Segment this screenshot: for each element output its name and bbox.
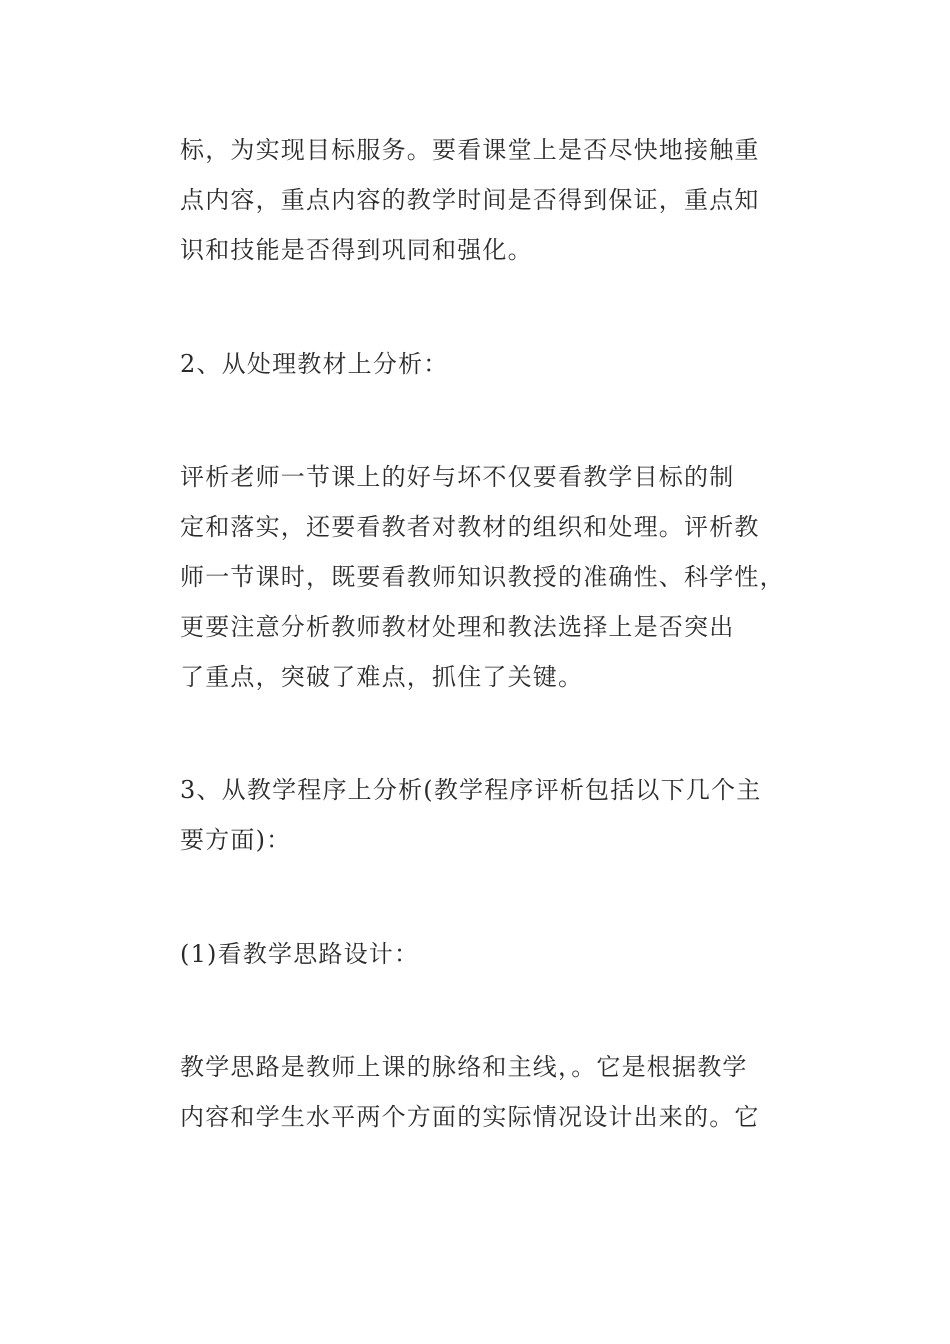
paragraph-3-line-2: 定和落实，还要看教者对教材的组织和处理。评析教 bbox=[180, 513, 760, 541]
paragraph-1-line-3: 识和技能是否得到巩同和强化。 bbox=[180, 236, 533, 264]
subsection-heading-1: (1)看教学思路设计： bbox=[180, 940, 420, 968]
paragraph-3-line-4: 更要注意分析教师教材处理和教法选择上是否突出 bbox=[180, 613, 735, 641]
paragraph-6-line-2: 内容和学生水平两个方面的实际情况设计出来的。它 bbox=[180, 1103, 760, 1131]
paragraph-3-line-3: 师一节课时，既要看教师知识教授的准确性、科学性， bbox=[180, 563, 785, 591]
section-heading-3-line-1: 3、从教学程序上分析(教学程序评析包括以下几个主 bbox=[180, 776, 762, 804]
section-heading-3-line-2: 要方面)： bbox=[180, 826, 292, 854]
paragraph-1-line-2: 点内容，重点内容的教学时间是否得到保证，重点知 bbox=[180, 186, 760, 214]
paragraph-3-line-5: 了重点，突破了难点，抓住了关键。 bbox=[180, 663, 584, 691]
paragraph-3-line-1: 评析老师一节课上的好与坏不仅要看教学目标的制 bbox=[180, 463, 735, 491]
paragraph-6-line-1: 教学思路是教师上课的脉络和主线，。它是根据教学 bbox=[180, 1053, 748, 1081]
section-heading-2: 2、从处理教材上分析： bbox=[180, 350, 449, 378]
paragraph-1-line-1: 标，为实现目标服务。要看课堂上是否尽快地接触重 bbox=[180, 136, 760, 164]
